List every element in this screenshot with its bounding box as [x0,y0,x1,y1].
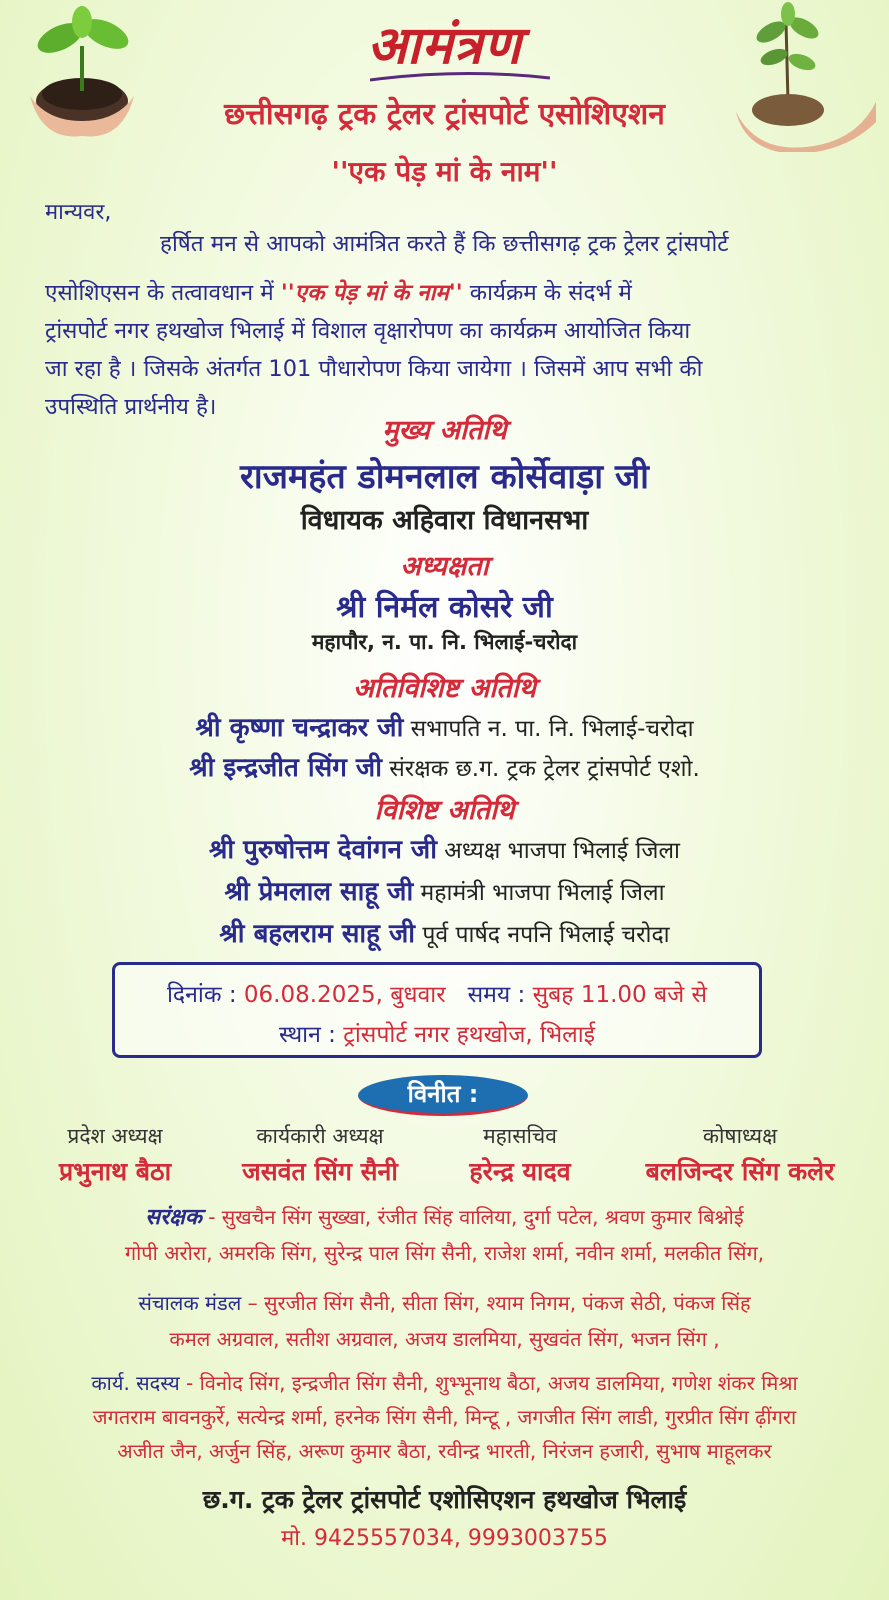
special-guest-1-name: श्री कृष्णा चन्द्राकर जी [195,713,404,743]
members-names-1: - विनोद सिंग, इन्द्रजीत सिंग सैनी, शुभ्भूनाथ बैठा, अजय डालमिया, गणेश शंकर मिश्रा [179,1371,798,1395]
distinguished-guest-1-title: अध्यक्ष भाजपा भिलाई जिला [436,838,681,864]
letter-slogan-highlight: ''एक पेड़ मां के नाम'' [280,280,463,306]
date-label: दिनांक : [166,982,244,1008]
vinit-badge: विनीत : [358,1075,528,1116]
event-date-time [115,977,759,1009]
board-names-1: – सुरजीत सिंग सैनी, सीता सिंग, श्याम निगम, पंकज सेठी, पंकज सिंह [241,1291,751,1315]
salutation: मान्यवर, [45,200,112,225]
patrons-line-2: गोपी अरोरा, अमरकि सिंग, सुरेन्द्र पाल सिंग सैनी, राजेश शर्मा, नवीन शर्मा, मलकीत सिंग, [124,1241,765,1265]
letter-line-4: जा रहा है । जिसके अंतर्गत 101 पौधारोपण किया जायेगा । जिसमें आप सभी की [45,356,703,382]
date-value: 06.08.2025, बुधवार [243,982,446,1008]
board-label: संचालक मंडल [138,1291,242,1315]
chief-guest-role: मुख्य अतिथि [382,415,507,446]
distinguished-guest-1 [0,830,889,866]
time-label: समय : [467,982,533,1008]
footer-organization: छ.ग. ट्रक ट्रेलर ट्रांसपोर्ट एशोसिएशन हथखोज भिलाई [202,1485,687,1514]
slogan: ''एक पेड़ मां के नाम'' [331,155,558,188]
presidency-designation: महापौर, न. पा. नि. भिलाई-चरोदा [311,630,578,654]
officer-1-title: प्रदेश अध्यक्ष [67,1124,163,1148]
officer-2-name: जसवंत सिंग सैनी [242,1157,398,1186]
distinguished-guest-1-name: श्री पुरुषोत्तम देवांगन जी [208,835,437,865]
officer-2-title: कार्यकारी अध्यक्ष [256,1124,384,1148]
presidency-role: अध्यक्षता [400,551,489,582]
event-info-box [112,962,762,1058]
officer-3 [440,1122,600,1188]
distinguished-guest-2 [0,872,889,908]
officer-1-name: प्रभुनाथ बैठा [58,1157,172,1186]
board-line-1 [0,1286,889,1320]
distinguished-guest-2-title: महामंत्री भाजपा भिलाई जिला [413,880,665,906]
venue-value: ट्रांसपोर्ट नगर हथखोज, भिलाई [343,1022,596,1048]
officer-4 [605,1122,875,1188]
members-line-3: अजीत जैन, अर्जुन सिंह, अरूण कुमार बैठा, रवीन्द्र भारती, निरंजन हजारी, सुभाष माहूलकर [117,1439,772,1463]
distinguished-guest-3-title: पूर्व पार्षद नपनि भिलाई चरोदा [415,922,670,948]
letter-line-2 [45,274,845,313]
special-guest-2-name: श्री इन्द्रजीत सिंग जी [189,753,382,783]
special-guest-1 [0,708,889,744]
members-line-1 [0,1366,889,1400]
letter-line-2-start: एसोशिएसन के तत्वावधान में [45,280,281,306]
invitation-title: आमंत्रण [367,15,522,76]
time-value: सुबह 11.00 बजे से [532,982,708,1008]
distinguished-guest-3-name: श्री बहलराम साहू जी [219,919,416,949]
event-venue [115,1017,759,1049]
chief-guest-designation: विधायक अहिवारा विधानसभा [300,505,589,536]
officer-4-title: कोषाध्यक्ष [702,1124,778,1148]
title-swash [370,70,550,84]
presidency-name: श्री निर्मल कोसरे जी [336,590,553,625]
patrons-label: सरंक्षक [145,1205,202,1230]
chief-guest-name: राजमहंत डोमनलाल कोर्सेवाड़ा जी [240,457,649,497]
officer-4-name: बलजिन्दर सिंग कलेर [645,1157,835,1186]
members-line-2: जगतराम बावनकुर्रे, सत्येन्द्र शर्मा, हरनेक सिंग सैनी, मिन्टू , जगजीत सिंग लाडी, गुरप्रीत सिंग ढ़ींगरा [92,1405,797,1429]
footer-phone: मो. 9425557034, 9993003755 [281,1526,608,1551]
distinguished-guest-2-name: श्री प्रेमलाल साहू जी [224,877,414,907]
distinguished-guest-3 [0,914,889,950]
special-guest-2-title: संरक्षक छ.ग. ट्रक ट्रेलर ट्रांसपोर्ट एशो. [381,756,700,782]
special-guest-1-title: सभापति न. पा. नि. भिलाई-चरोदा [403,716,694,742]
letter-line-1: हर्षित मन से आपको आमंत्रित करते हैं कि छत्तीसगढ़ ट्रक ट्रेलर ट्रांसपोर्ट [160,231,729,257]
board-line-2: कमल अग्रवाल, सतीश अग्रवाल, अजय डालमिया, सुखवंत सिंग, भजन सिंग , [169,1327,720,1351]
venue-label: स्थान : [278,1022,344,1048]
officer-1 [30,1122,200,1188]
patrons-line-1 [0,1200,889,1235]
letter-line-5: उपस्थिति प्रार्थनीय है। [45,394,217,420]
letter-line-3: ट्रांसपोर्ट नगर हथखोज भिलाई में विशाल वृक्षारोपण का कार्यक्रम आयोजित किया [45,318,691,344]
members-label: कार्य. सदस्य [91,1371,180,1395]
officer-3-name: हरेन्द्र यादव [469,1157,571,1186]
letter-line-2-end: कार्यक्रम के संदर्भ में [462,280,632,306]
patrons-names-1: - सुखचैन सिंग सुख्खा, रंजीत सिंह वालिया, दुर्गा पटेल, श्रवण कुमार बिश्नोई [201,1205,744,1229]
special-guest-2 [0,748,889,784]
officer-3-title: महासचिव [483,1124,557,1148]
special-guests-role: अतिविशिष्ट अतिथि [353,673,536,704]
distinguished-guests-role: विशिष्ट अतिथि [374,795,515,826]
officer-2 [205,1122,435,1188]
organization-name: छत्तीसगढ़ ट्रक ट्रेलर ट्रांसपोर्ट एसोशिएशन [224,97,665,132]
